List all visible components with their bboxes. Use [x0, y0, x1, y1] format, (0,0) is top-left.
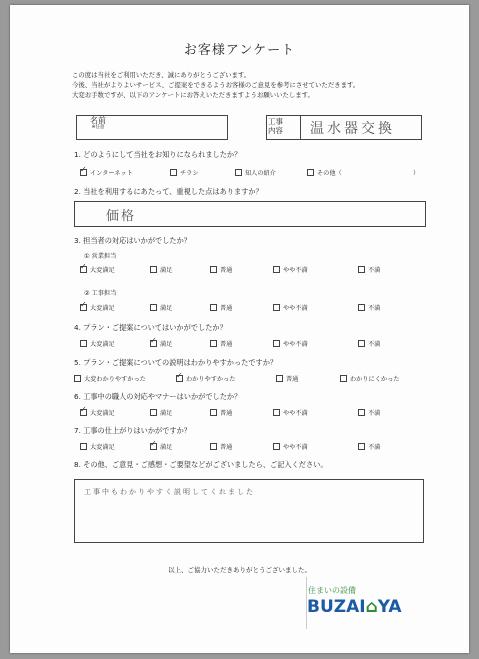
intro-line-3: 大変お手数ですが、以下のアンケートにお答えいただきますようお願いいたします。 — [72, 91, 314, 99]
logo-tagline: 住まいの設備 — [308, 586, 356, 595]
q8-answer: 工事中もわかりやすく説明してくれました — [84, 488, 255, 496]
q1-option-internet[interactable]: ✓インターネット — [80, 168, 133, 177]
house-icon: ⌂ — [365, 597, 378, 617]
work-content-value: 温水器交換 — [310, 121, 395, 137]
rating-very-satisfied[interactable]: 大変満足 — [80, 442, 115, 451]
rating-satisfied[interactable]: 満足 — [150, 408, 172, 417]
rating-neutral[interactable]: 普通 — [210, 303, 232, 312]
q2-text: 2. 当社を利用するにあたって、重視した点はありますか？ — [74, 187, 263, 196]
work-content-label-1: 工事 — [268, 117, 283, 126]
rating-very-satisfied[interactable]: ✓大変満足 — [80, 408, 115, 417]
rating-very-satisfied[interactable]: 大変満足 — [80, 339, 115, 348]
rating-very-dissatisfied[interactable]: 不満 — [358, 265, 380, 274]
rating-very-dissatisfied[interactable]: 不満 — [358, 339, 380, 348]
work-content-label-2: 内容 — [268, 126, 283, 135]
checkbox[interactable] — [235, 169, 242, 176]
q3-sub-construction: ② 工事担当 — [84, 290, 117, 297]
rating-very-satisfied[interactable]: ✓大変満足 — [80, 303, 115, 312]
page-title: お客様アンケート — [183, 43, 296, 58]
q2-answer: 価格 — [106, 209, 137, 224]
rating-neutral[interactable]: 普通 — [210, 265, 232, 274]
survey-sheet — [10, 5, 469, 653]
rating-neutral[interactable]: 普通 — [210, 408, 232, 417]
rating-dissatisfied[interactable]: やや不満 — [273, 303, 308, 312]
intro-line-1: この度は当社をご利用いただき、誠にありがとうございます。 — [72, 71, 251, 79]
q4-text: 4. プラン・ご提案についてはいかがでしたか？ — [74, 323, 227, 332]
rating-dissatisfied[interactable]: やや不満 — [273, 265, 308, 274]
rating-neutral[interactable]: 普通 — [210, 442, 232, 451]
q1-text: 1. どのようにして当社をお知りになられましたか？ — [74, 150, 242, 159]
rating-satisfied[interactable]: ✓ 満足 — [150, 339, 172, 348]
q5-option-very-clear[interactable]: 大変わかりやすかった — [74, 374, 146, 383]
footer-thanks: 以上、ご協力いただきありがとうございました。 — [168, 566, 311, 574]
rating-dissatisfied[interactable]: やや不満 — [273, 408, 308, 417]
checkbox[interactable] — [80, 169, 87, 176]
name-sublabel: ※任意 — [91, 125, 105, 130]
checkbox[interactable] — [170, 169, 177, 176]
rating-satisfied[interactable]: 満足 — [150, 303, 172, 312]
q6-text: 6. 工事中の職人の対応やマナーはいかがでしたか？ — [74, 392, 242, 401]
q3-sub-sales: ① 営業担当 — [84, 253, 117, 260]
rating-dissatisfied[interactable]: やや不満 — [273, 339, 308, 348]
name-label — [90, 117, 106, 131]
divider — [300, 115, 301, 140]
rating-neutral[interactable]: 普通 — [210, 339, 232, 348]
q1-option-flyer[interactable]: チラシ — [170, 168, 199, 177]
q5-option-clear[interactable]: ✓ わかりやすかった — [176, 374, 236, 383]
q3-text: 3. 担当者の対応はいかがでしたか？ — [74, 236, 191, 245]
rating-dissatisfied[interactable]: やや不満 — [273, 442, 308, 451]
q5-option-neutral[interactable]: 普通 — [276, 374, 298, 383]
rating-very-satisfied[interactable]: ✓大変満足 — [80, 265, 115, 274]
q5-option-unclear[interactable]: わかりにくかった — [340, 374, 400, 383]
work-content-label — [268, 117, 283, 135]
name-label-text: 名前 — [90, 116, 106, 125]
logo-name: BUZAI⌂YA — [307, 597, 402, 617]
q5-text: 5. プラン・ご提案についての説明はわかりやすかったですか？ — [74, 358, 278, 367]
q1-option-referral[interactable]: 知人の紹介 — [235, 168, 276, 177]
rating-very-dissatisfied[interactable]: 不満 — [358, 303, 380, 312]
checkbox[interactable] — [307, 169, 314, 176]
rating-satisfied[interactable]: ✓ 満足 — [150, 442, 172, 451]
rating-very-dissatisfied[interactable]: 不満 — [358, 442, 380, 451]
q1-option-other[interactable]: その他（ — [307, 168, 342, 177]
q1-other-close: ） — [413, 170, 420, 177]
rating-satisfied[interactable]: 満足 — [150, 265, 172, 274]
rating-very-dissatisfied[interactable]: 不満 — [358, 408, 380, 417]
intro-line-2: 今後、当社がよりよいサービス、ご提案をできるようお客様のご意見を参考にさせていただきます。 — [72, 81, 360, 89]
q7-text: 7. 工事の仕上がりはいかがですか？ — [74, 426, 191, 435]
q8-text: 8. その他、ご意見・ご感想・ご要望などがございましたら、ご記入ください。 — [74, 460, 328, 469]
